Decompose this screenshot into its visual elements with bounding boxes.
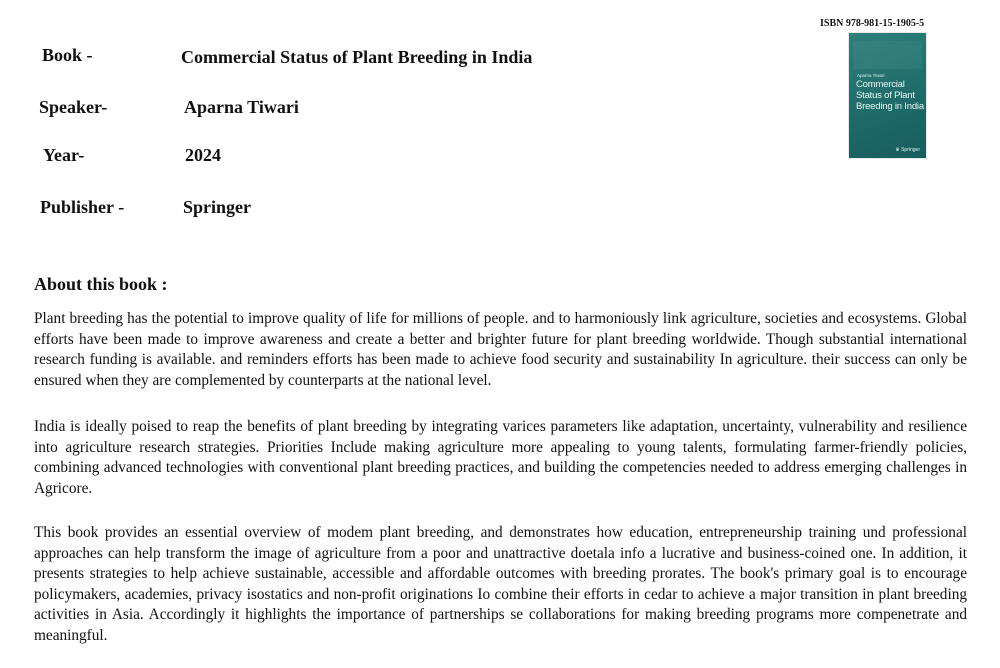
book-label: Book - bbox=[42, 45, 93, 65]
book-title-value: Commercial Status of Plant Breeding in India bbox=[181, 47, 533, 67]
cover-publisher-name: Springer bbox=[901, 147, 920, 153]
cover-band bbox=[853, 41, 922, 69]
publisher-value: Springer bbox=[183, 197, 252, 217]
cover-title: Commercial Status of Plant Breeding in India bbox=[856, 79, 924, 112]
about-paragraph-1: Plant breeding has the potential to improve quality of life for millions of people. and to harmoniously link agriculture, societies and ecosystems. Global efforts have been made to improve awareness and create a better and brighter future for plant breeding worldwide. Though substantial international research funding is available. and reminders efforts has been made to achieve food security and sustainability In agriculture. their success can only be ensured when they are complemented by counterparts at the national level. bbox=[34, 310, 967, 389]
publisher-label: Publisher - bbox=[40, 197, 125, 217]
speaker-value: Aparna Tiwari bbox=[184, 97, 299, 117]
about-paragraph-2: India is ideally poised to reap the benefits of plant breeding by integrating varices parameters like adaptation, uncertainty, vulnerability and resilience into agriculture research strategies. Priorities Include making agriculture more appealing to young talents, formulating farmer-friendly policies, combining advanced technologies with conventional plant breeding practices, and building the competencies needed to address emerging challenges in Agricore. bbox=[34, 418, 967, 497]
springer-horse-icon: ♛ bbox=[895, 147, 900, 153]
cover-author: Aparna Tiwari bbox=[857, 73, 885, 78]
year-label: Year- bbox=[43, 145, 85, 165]
about-heading: About this book : bbox=[34, 274, 168, 294]
year-value: 2024 bbox=[185, 145, 221, 165]
about-paragraph-3: This book provides an essential overview of modem plant breeding, and demonstrates how education, entrepreneurship training und professional approaches can help transform the image of agriculture from a poor and unattractive doetala info a lucrative and business-coined one. In addition, it presents strategies to help achieve sustainable, accessible and affordable outcomes with breeding prorates. The book's primary goal is to encourage policymakers, academies, privacy isostatics and non-profit originations Io combine their efforts in cedar to achieve a major transition in plant breeding activities in Asia. Accordingly it highlights the importance of partnerships se collaborations for making breeding programs more compenetrate and meaningful. bbox=[34, 524, 967, 644]
book-cover-image bbox=[849, 33, 926, 158]
cover-publisher bbox=[895, 147, 920, 153]
isbn-label: ISBN 978-981-15-1905-5 bbox=[820, 18, 925, 29]
speaker-label: Speaker- bbox=[39, 97, 108, 117]
